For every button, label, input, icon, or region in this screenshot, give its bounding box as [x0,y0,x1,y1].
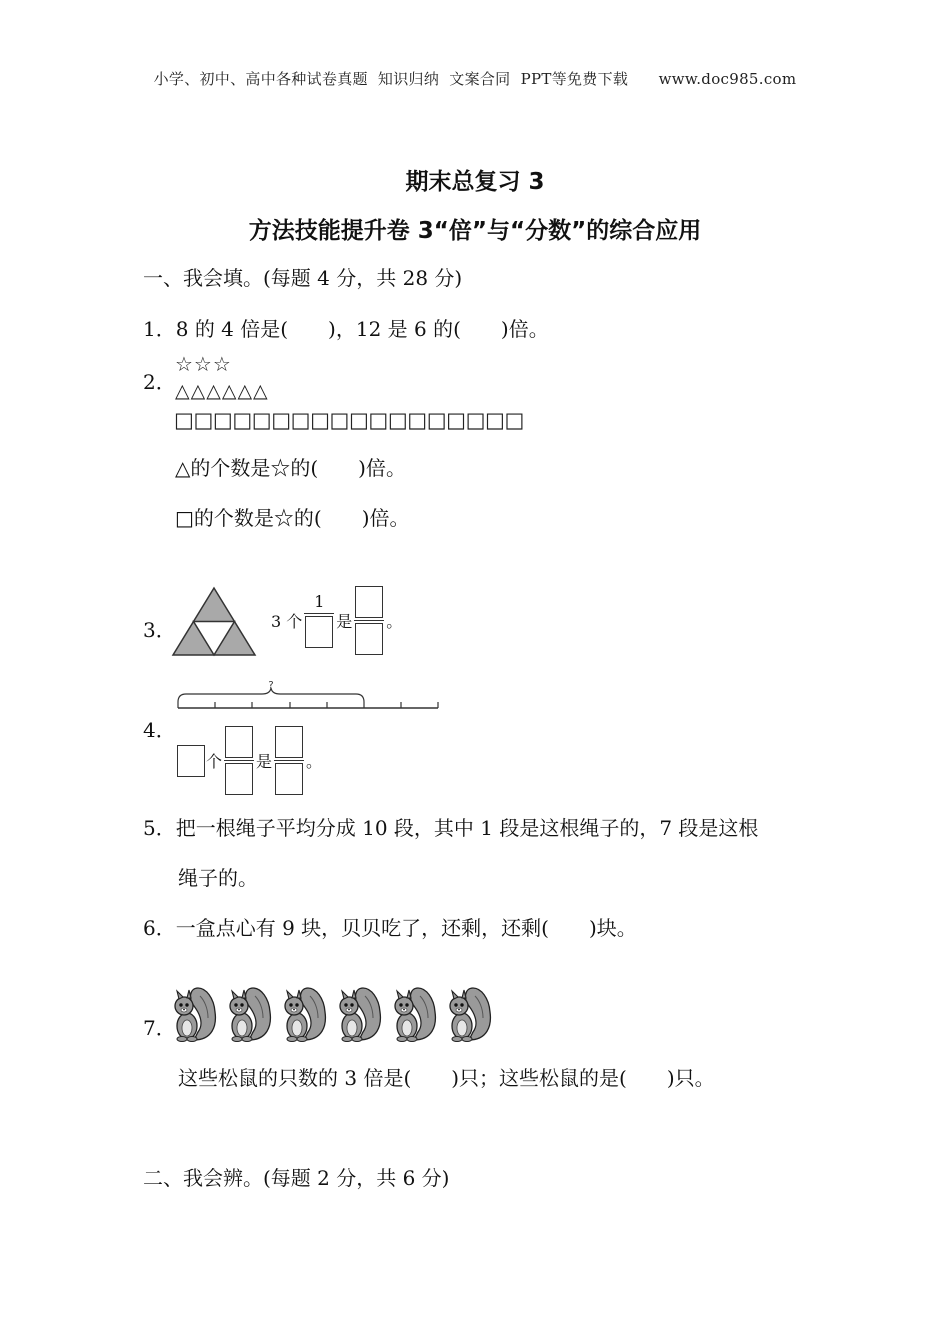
stars-row: ☆☆☆ [175,352,232,376]
triangle-figure [170,585,258,659]
question-text: 8 的 4 倍是( )，12 是 6 的( )倍。 [175,317,549,341]
question-2-number: 2． [143,370,176,394]
question-2-line-2: □的个数是☆的( )倍。 [175,506,410,530]
squirrel-icon [280,984,328,1048]
segment-line-diagram [172,676,444,716]
squirrel-row [170,984,493,1048]
count-text: 3 个 [271,612,303,631]
denominator-box[interactable] [225,763,253,795]
question-3-number: 3． [143,618,176,642]
is-text: 是 [336,612,353,631]
end-mark: 。 [386,612,403,631]
question-number: 6． [143,916,176,940]
denominator-box[interactable] [275,763,303,795]
fraction-answer [354,586,384,655]
section-1-heading: 一、我会填。(每题 4 分，共 28 分) [143,266,463,290]
curly-brace [178,688,364,702]
question-7-number: 7． [143,1016,176,1040]
brace-question-mark: ? [268,680,274,691]
is-text: 是 [256,752,273,771]
question-text: 一盒点心有 9 块，贝贝吃了，还剩，还剩( )块。 [175,916,637,940]
page-title: 期末总复习 3 [405,169,545,195]
fraction-bar [274,760,304,761]
squirrel-icon [390,984,438,1048]
fraction-unit [224,726,254,795]
question-1 [143,313,549,342]
numerator: 1 [314,592,325,611]
page-header: 小学、初中、高中各种试卷真题 知识归纳 文案合同 PPT等免费下载 www.doc985.com [153,70,797,88]
numerator-box[interactable] [225,726,253,758]
question-number: 5． [143,816,176,840]
question-number: 1． [143,317,176,341]
fraction-answer [274,726,304,795]
ge-text: 个 [206,752,223,771]
page-subtitle: 方法技能提升卷 3“倍”与“分数”的综合应用 [248,218,702,244]
triangles-row: △△△△△△ [175,380,269,402]
question-3-expression [271,586,402,655]
question-7-text: 这些松鼠的只数的 3 倍是( )只；这些松鼠的是( )只。 [178,1066,715,1090]
numerator-box[interactable] [275,726,303,758]
count-box[interactable] [177,745,205,777]
question-4-number: 4． [143,718,176,742]
fraction-bar [224,760,254,761]
numerator-box[interactable] [355,586,383,618]
end-mark: 。 [306,752,323,771]
denominator-box[interactable] [355,623,383,655]
question-5 [143,812,758,841]
denominator-box[interactable] [305,616,333,648]
fraction-bar [304,613,334,614]
squirrel-icon [335,984,383,1048]
question-4-expression [177,726,322,795]
squirrel-icon [445,984,493,1048]
tick-marks [178,702,438,708]
question-5-line-2: 绳子的。 [178,866,258,890]
question-text-line-1: 把一根绳子平均分成 10 段，其中 1 段是这根绳子的，7 段是这根 [175,816,759,840]
question-6 [143,912,637,941]
squirrel-icon [225,984,273,1048]
fraction-bar [354,620,384,621]
squirrel-icon [170,984,218,1048]
fraction-unit [304,593,334,648]
squares-row: □□□□□□□□□□□□□□□□□□ [174,408,524,432]
question-2-line-1: △的个数是☆的( )倍。 [175,456,406,480]
section-2-heading: 二、我会辨。(每题 2 分，共 6 分) [143,1166,450,1190]
